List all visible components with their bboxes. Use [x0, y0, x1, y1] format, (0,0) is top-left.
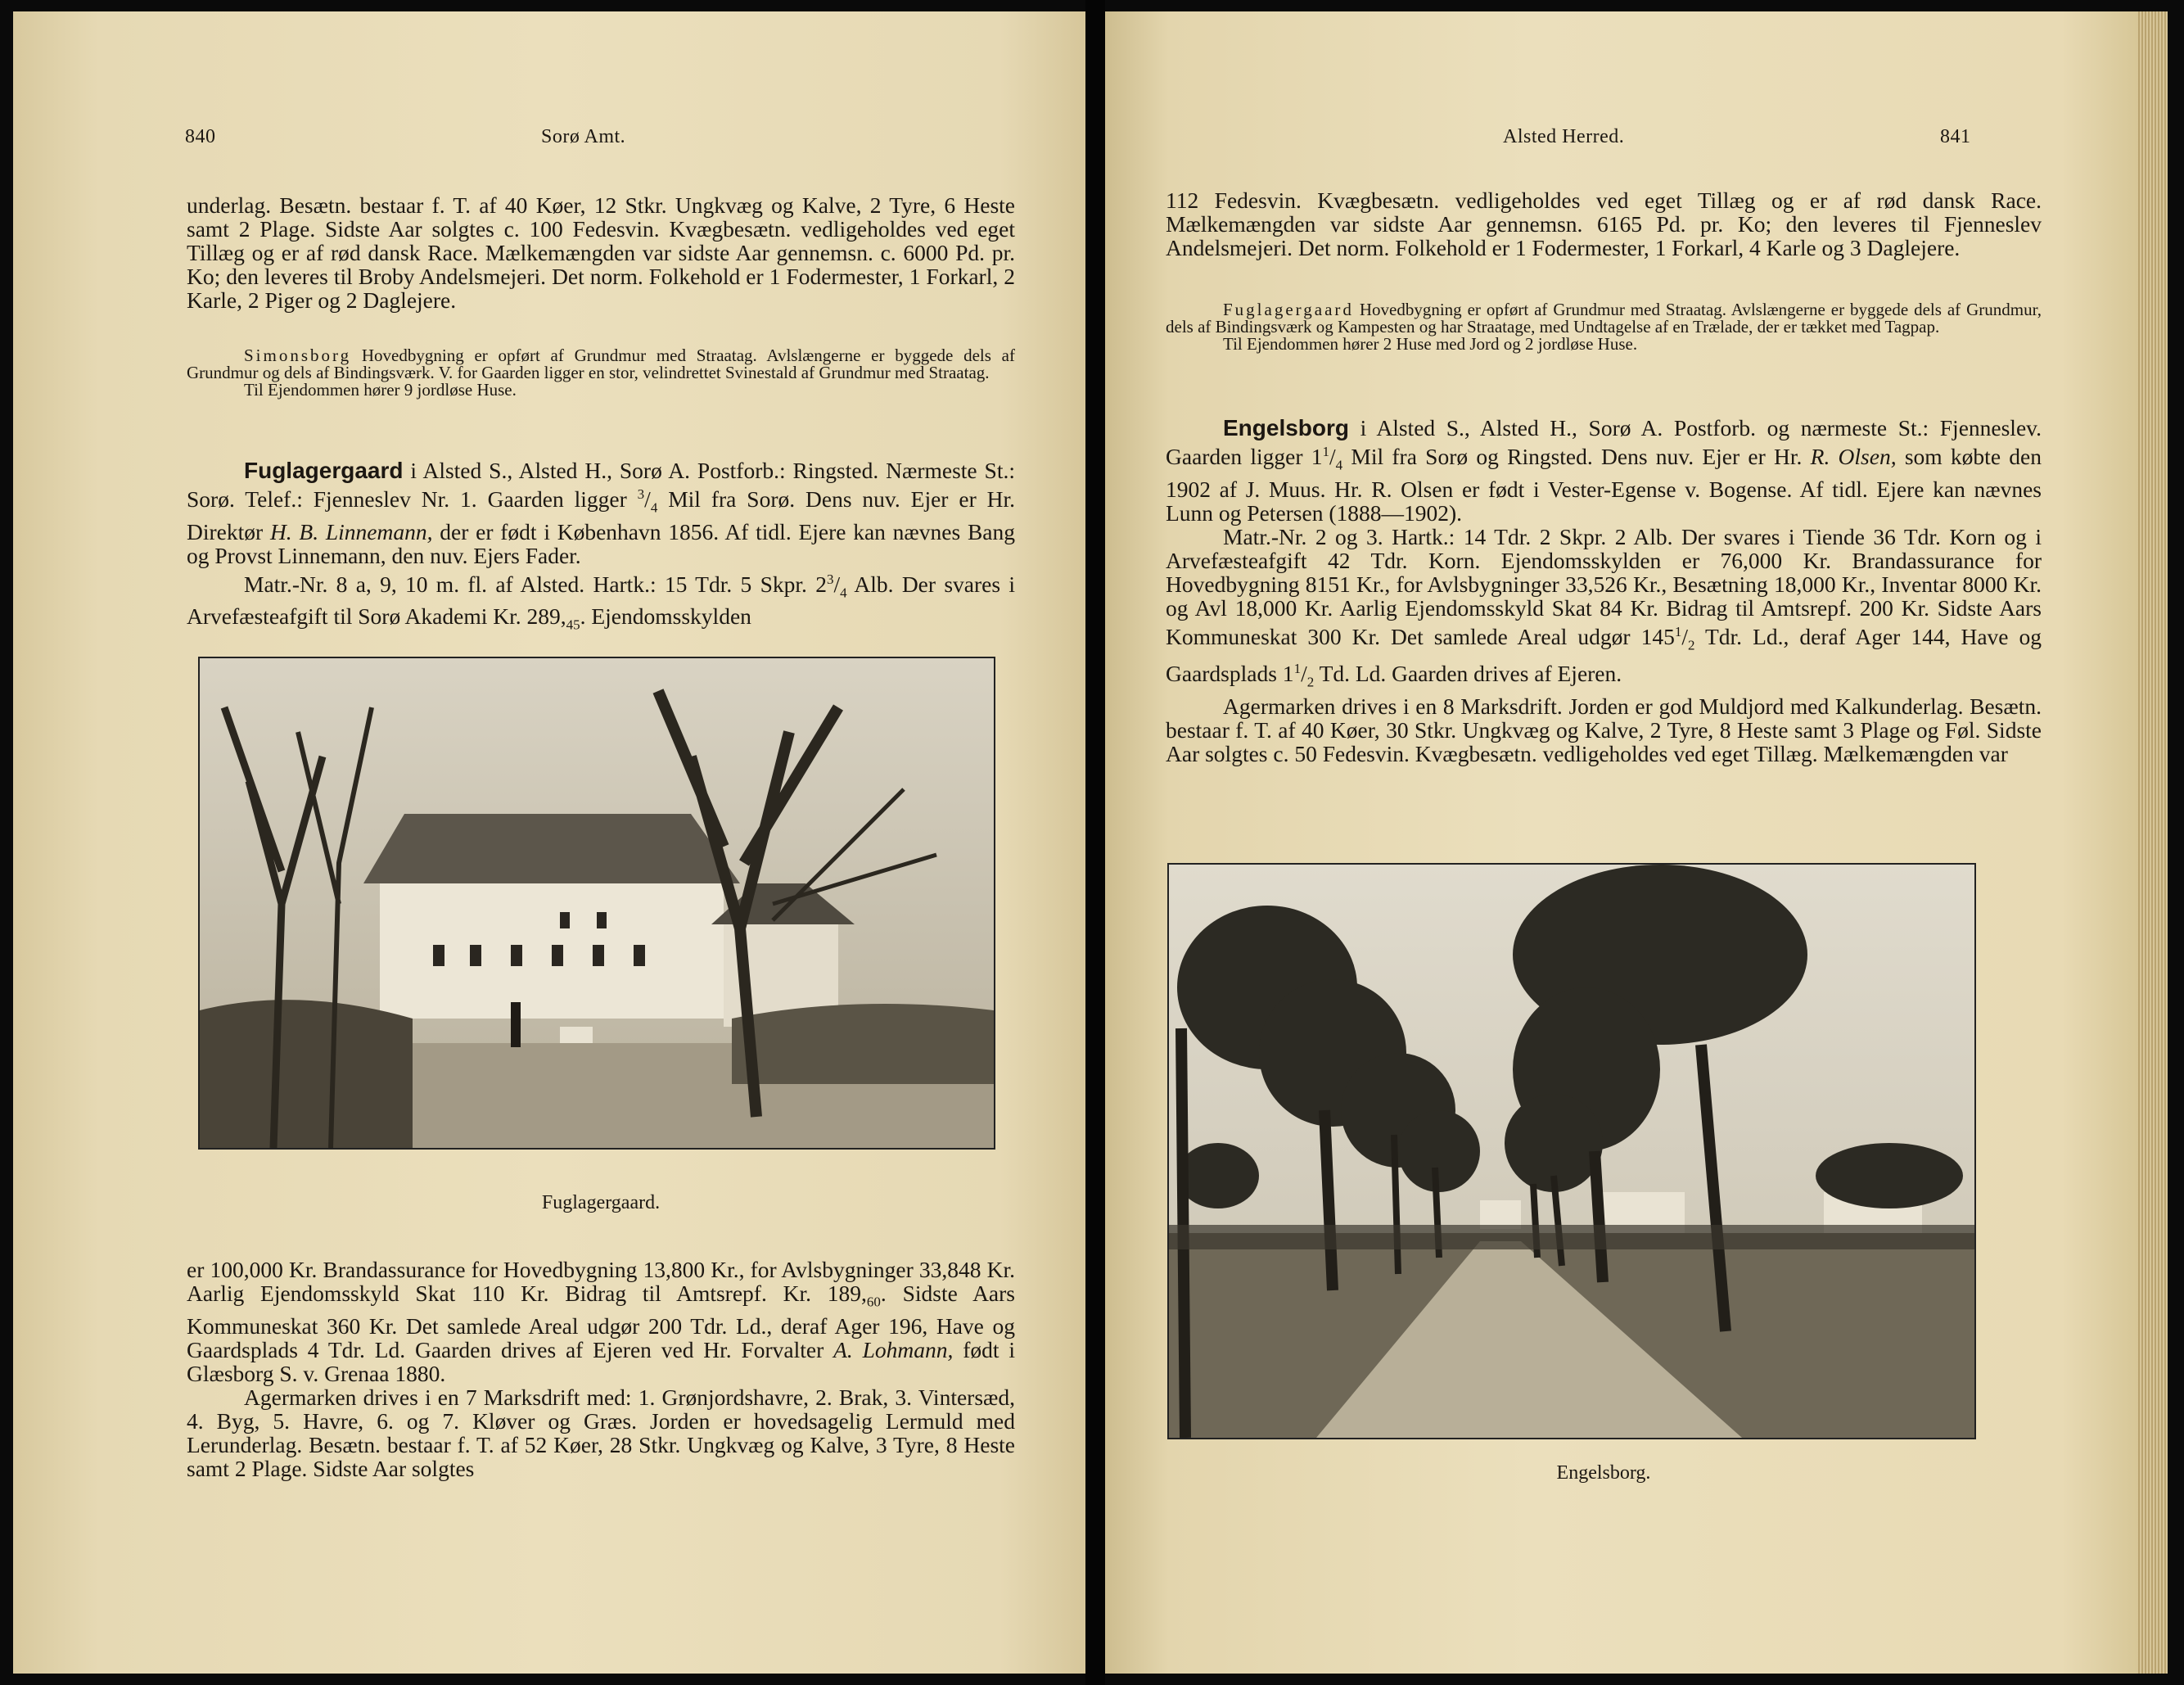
photo-fuglagergaard	[200, 658, 994, 1148]
photo-caption: Engelsborg.	[1556, 1462, 1651, 1484]
page-number: 841	[1940, 126, 1971, 147]
photo-engelsborg	[1169, 865, 1974, 1438]
farm-photo	[1167, 863, 1976, 1439]
estate-heading: Engelsborg	[1223, 415, 1350, 440]
running-head: Sorø Amt.	[541, 126, 626, 147]
book-gutter	[1085, 0, 1105, 1685]
small-print-note: Simonsborg Hovedbygning er opført af Grundmur med Straatag. Avlslængerne er byggede dels af Grundmur og dels af Bindingsværk. V. for Gaarden ligger en stor, velindrettet Svinestald af Grundmur med Straatag. Til Ejendommen hører 9 jordløse Huse.	[187, 346, 1015, 400]
estate-heading: Fuglagergaard	[244, 458, 404, 483]
page-edges	[2138, 11, 2168, 1674]
page-number: 840	[185, 126, 216, 147]
paragraph-after-photo: er 100,000 Kr. Brandassurance for Hovedbygning 13,800 Kr., for Avlsbygninger 33,848 Kr. Aarlig Ejendomsskyld Skat 110 Kr. Bidrag til Amtsrepf. Kr. $189,_{60}$. Sidste Aars Kommuneskat 360 Kr. Det samlede Areal udgør 200 Tdr. Ld., deraf Ager 196, Have og Gaardsplads 4 Tdr. Ld. Gaarden drives af Ejeren ved Hr. Forvalter A. Lohmann, født i Glæsborg S. v. Grenaa 1880. Agermarken drives i en 7 Marksdrift med: 1. Grønjordshavre, 2. Brak, 3. Vintersæd, 4. Byg, 5. Havre, 6. og 7. Kløver og Græs. Jorden er hovedsagelig Lermuld med Lerunderlag. Besætn. bestaar f. T. af 52 Køer, 28 Stkr. Ungkvæg og Kalve, 3 Tyre, 8 Heste samt 2 Plage. Sidste Aar solgtes	[187, 1257, 1015, 1481]
paragraph-continuation: underlag. Besætn. bestaar f. T. af 40 Køer, 12 Stkr. Ungkvæg og Kalve, 2 Tyre, 6 Heste samt 2 Plage. Sidste Aar solgtes c. 100 Fedesvin. Kvægbesætn. vedligeholdes ved eget Tillæg og er af rød dansk Race. Mælkemængden var sidste Aar gennemsn. c. 6000 Pd. pr. Ko; den leveres til Broby Andelsmejeri. Det norm. Folkehold er 1 Fodermester, 1 Forkarl, 2 Karle, 2 Piger og 2 Daglejere.	[187, 192, 1015, 313]
farm-photo	[198, 657, 995, 1150]
small-print-note: Fuglagergaard Hovedbygning er opført af Grundmur med Straatag. Avlslængerne er byggede dels af Grundmur, dels af Bindingsværk og Kampesten og har Straatage, med Undtagelse af en Trælade, der er tækket med Tagpap. Til Ejendommen hører 2 Huse med Jord og 2 jordløse Huse.	[1166, 300, 2042, 354]
estate-entry-engelsborg: Engelsborg i Alsted S., Alsted H., Sorø A. Postforb. og nærmeste St.: Fjenneslev. Gaarden ligger $1^1/_4$ Mil fra Sorø og Ringsted. Dens nuv. Ejer er Hr. R. Olsen, som købte den 1902 af J. Muus. Hr. R. Olsen er født i Vester-Egense v. Bogense. Af tidl. Ejere kan nævnes Lunn og Petersen (1888—1902). Matr.-Nr. 2 og 3. Hartk.: 14 Tdr. 2 Skpr. 2 Alb. Der svares i Tiende 36 Tdr. Korn og i Arvefæsteafgift 42 Tdr. Korn. Ejendomsskylden er 76,000 Kr. Brandassurance for Hovedbygning 8151 Kr., for Avlsbygninger 33,526 Kr., Besætning 18,000 Kr., Inventar 8000 Kr. og Avl 18,000 Kr. Aarlig Ejendomsskyld Skat 84 Kr. Bidrag til Amtsrepf. 200 Kr. Sidste Aars Kommuneskat 300 Kr. Det samlede Areal udgør $145^1/_2$ Tdr. Ld., deraf Ager 144, Have og Gaardsplads $1^1/_2$ Td. Ld. Gaarden drives af Ejeren. Agermarken drives i en 8 Marksdrift. Jorden er god Muldjord med Kalkunderlag. Besætn. bestaar f. T. af 40 Køer, 30 Stkr. Ungkvæg og Kalve, 2 Tyre, 8 Heste samt 3 Plage og Føl. Sidste Aar solgtes c. 50 Fedesvin. Kvægbesætn. vedligeholdes ved eget Tillæg. Mælkemængden var	[1166, 415, 2042, 766]
estate-name-spaced: Fuglagergaard	[1223, 300, 1354, 319]
estate-entry-fuglagergaard: Fuglagergaard i Alsted S., Alsted H., Sorø A. Postforb.: Ringsted. Nærmeste St.: Sorø. Telef.: Fjenneslev Nr. 1. Gaarden ligger $^3/_4$ Mil fra Sorø. Dens nuv. Ejer er Hr. Direktør H. B. Linnemann, der er født i København 1856. Af tidl. Ejere kan nævnes Bang og Provst Linnemann, den nuv. Ejers Fader. Matr.-Nr. 8 a, 9, 10 m. fl. af Alsted. Hartk.: 15 Tdr. 5 Skpr. $2^3/_4$ Alb. Der svares i Arvefæsteafgift til Sorø Akademi Kr. $289,_{45}$. Ejendomsskylden	[187, 458, 1016, 633]
paragraph-continuation: 112 Fedesvin. Kvægbesætn. vedligeholdes ved eget Tillæg og er af rød dansk Race. Mælkemængden var sidste Aar gennemsn. 6165 Pd. pr. Ko; den leveres til Fjenneslev Andelsmejeri. Det norm. Folkehold er 1 Fodermester, 1 Forkarl, 4 Karle og 3 Daglejere.	[1166, 187, 2042, 260]
estate-name-spaced: Simonsborg	[244, 346, 352, 365]
right-page	[1105, 11, 2168, 1674]
left-page	[13, 11, 1085, 1674]
photo-caption: Fuglagergaard.	[541, 1192, 661, 1213]
running-head: Alsted Herred.	[1503, 126, 1625, 147]
